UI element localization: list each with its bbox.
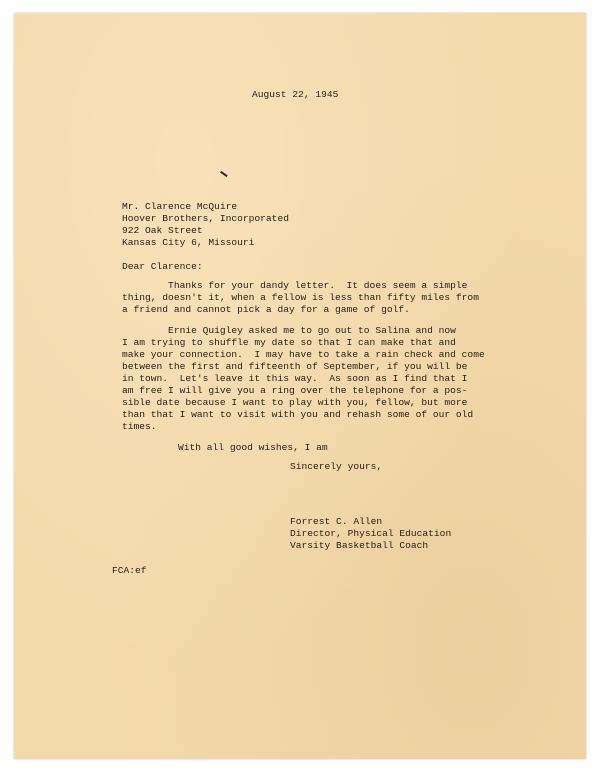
body-line: thing, doesn't it, when a fellow is less than fifty miles from: [122, 292, 479, 303]
body-line: a friend and cannot pick a day for a game of golf.: [122, 304, 410, 315]
body-line: am free I will give you a ring over the telephone for a pos-: [122, 385, 468, 396]
good-wishes: With all good wishes, I am: [178, 442, 328, 453]
recipient-line: Hoover Brothers, Incorporated: [122, 213, 289, 224]
signer-title: Director, Physical Education: [290, 528, 452, 539]
recipient-line: 922 Oak Street: [122, 225, 203, 236]
body-line: times.: [122, 421, 157, 432]
body-line: Thanks for your dandy letter. It does seem a simple: [122, 280, 468, 291]
complimentary-close: Sincerely yours,: [290, 461, 383, 472]
body-line: in town. Let's leave it this way. As soon as I find that I: [122, 373, 468, 384]
typewriter-mark: [220, 171, 227, 177]
letter-page: [14, 13, 586, 759]
signer-name: Forrest C. Allen: [290, 516, 383, 527]
body-line: Ernie Quigley asked me to go out to Salina and now: [122, 325, 456, 336]
salutation: Dear Clarence:: [122, 261, 203, 272]
recipient-line: Kansas City 6, Missouri: [122, 237, 255, 248]
signer-title: Varsity Basketball Coach: [290, 540, 429, 551]
body-line: than that I want to visit with you and rehash some of our old: [122, 409, 474, 420]
letter-date: August 22, 1945: [252, 89, 339, 100]
reference-initials: FCA:ef: [112, 565, 147, 576]
body-line: make your connection. I may have to take a rain check and come: [122, 349, 485, 360]
recipient-line: Mr. Clarence McQuire: [122, 201, 238, 212]
body-line: sible date because I want to play with you, fellow, but more: [122, 397, 468, 408]
body-line: between the first and fifteenth of September, if you will be: [122, 361, 468, 372]
body-line: I am trying to shuffle my date so that I can make that and: [122, 337, 456, 348]
